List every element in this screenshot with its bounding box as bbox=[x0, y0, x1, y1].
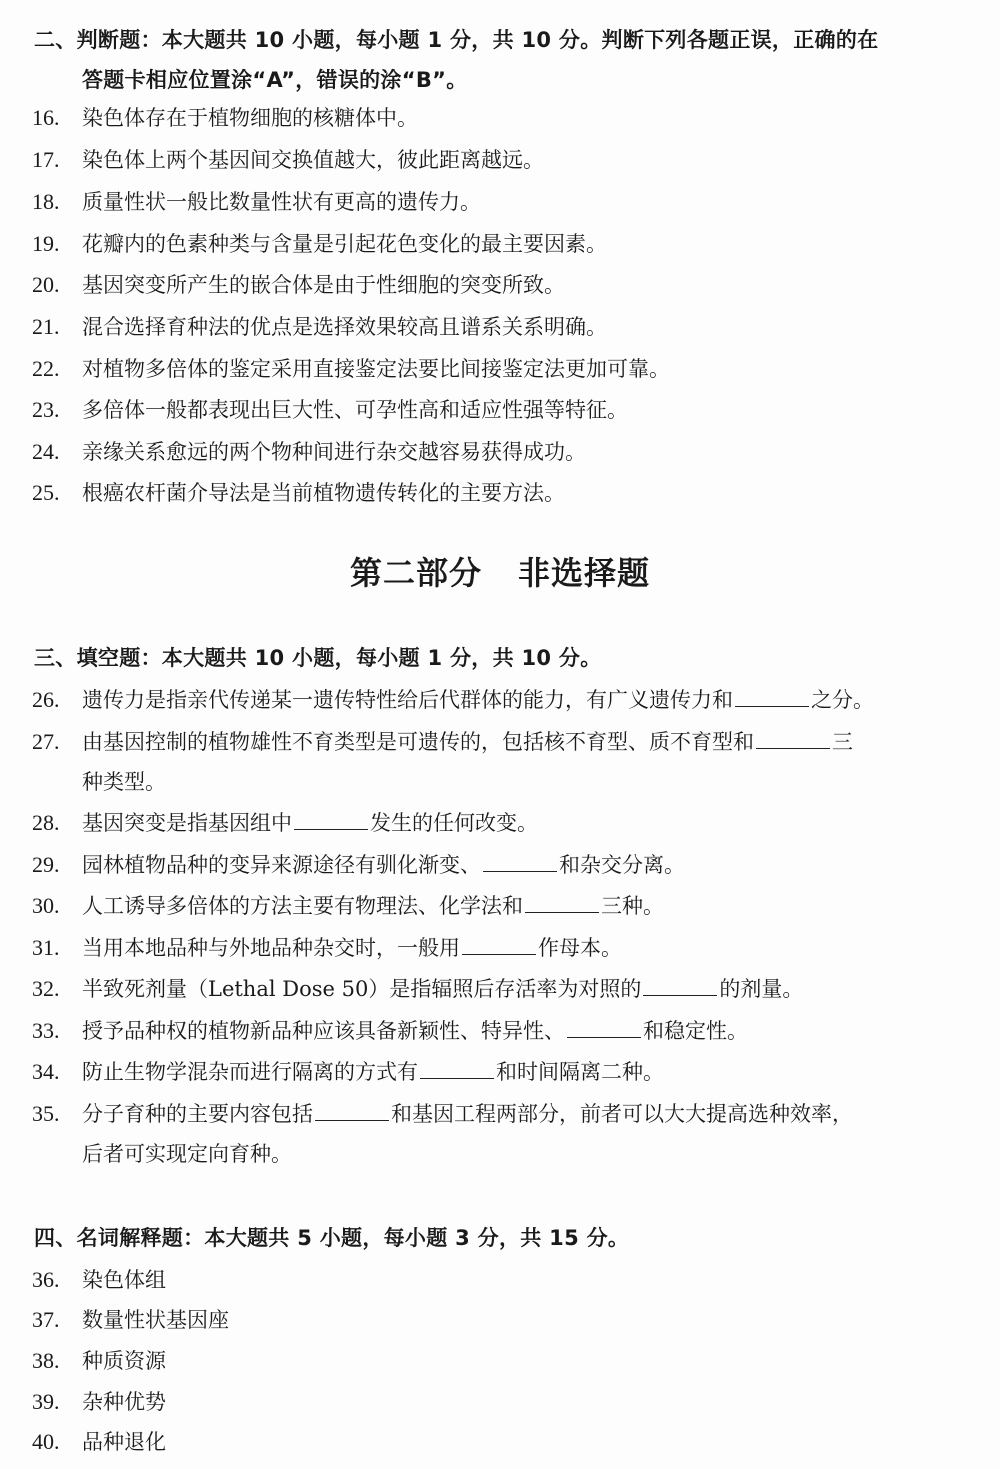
question-text-after: 和稳定性。 bbox=[643, 1019, 748, 1043]
question-text: 种质资源 bbox=[82, 1349, 166, 1373]
section-heading-fill-blank bbox=[34, 638, 984, 678]
question-27 bbox=[32, 722, 982, 802]
question-text-before: 当用本地品种与外地品种杂交时，一般用 bbox=[82, 936, 460, 960]
section-heading-true-false bbox=[34, 20, 984, 100]
question-40 bbox=[32, 1422, 982, 1462]
question-number: 29. bbox=[32, 852, 60, 877]
answer-blank bbox=[525, 894, 599, 913]
part-title-number: 第二部分 bbox=[349, 554, 482, 592]
question-text-continued: 后者可实现定向育种。 bbox=[82, 1142, 292, 1166]
answer-blank bbox=[567, 1019, 641, 1038]
question-33 bbox=[32, 1011, 982, 1051]
answer-blank bbox=[420, 1060, 494, 1079]
question-text: 杂种优势 bbox=[82, 1390, 166, 1414]
question-30 bbox=[32, 886, 982, 926]
heading-line-1: 二、判断题：本大题共 10 小题，每小题 1 分，共 10 分。判断下列各题正误，正确的在 bbox=[34, 28, 879, 52]
question-20 bbox=[32, 265, 982, 305]
question-text-after: 作母本。 bbox=[538, 936, 622, 960]
question-number: 30. bbox=[32, 893, 60, 918]
section-heading-term-definition bbox=[34, 1218, 984, 1258]
question-text-after: 和杂交分离。 bbox=[559, 853, 685, 877]
question-text-after: 发生的任何改变。 bbox=[370, 811, 538, 835]
question-22 bbox=[32, 349, 982, 389]
question-19 bbox=[32, 224, 982, 264]
question-26 bbox=[32, 680, 982, 720]
question-number: 24. bbox=[32, 439, 60, 464]
question-text-after: 和基因工程两部分，前者可以大大提高选种效率， bbox=[391, 1102, 853, 1126]
answer-blank bbox=[462, 936, 536, 955]
question-31 bbox=[32, 928, 982, 968]
question-text-after: 之分。 bbox=[811, 688, 874, 712]
question-text-before: 由基因控制的植物雄性不育类型是可遗传的，包括核不育型、质不育型和 bbox=[82, 730, 754, 754]
heading-line-2: 答题卡相应位置涂“A”，错误的涂“B”。 bbox=[82, 68, 468, 92]
question-text: 亲缘关系愈远的两个物种间进行杂交越容易获得成功。 bbox=[82, 440, 586, 464]
question-36 bbox=[32, 1260, 982, 1300]
question-text: 染色体组 bbox=[82, 1268, 166, 1292]
question-text-before: 人工诱导多倍体的方法主要有物理法、化学法和 bbox=[82, 894, 523, 918]
question-35 bbox=[32, 1094, 982, 1174]
question-number: 40. bbox=[32, 1429, 60, 1454]
question-number: 22. bbox=[32, 356, 60, 381]
question-text-after: 三 bbox=[832, 730, 853, 754]
answer-blank bbox=[294, 811, 368, 830]
answer-blank bbox=[483, 853, 557, 872]
question-text: 对植物多倍体的鉴定采用直接鉴定法要比间接鉴定法更加可靠。 bbox=[82, 357, 670, 381]
answer-blank bbox=[735, 688, 809, 707]
question-text: 品种退化 bbox=[82, 1430, 166, 1454]
question-text: 染色体上两个基因间交换值越大，彼此距离越远。 bbox=[82, 148, 544, 172]
question-28 bbox=[32, 803, 982, 843]
answer-blank bbox=[756, 730, 830, 749]
part-title bbox=[0, 548, 1000, 594]
question-25 bbox=[32, 473, 982, 513]
question-text-before: 分子育种的主要内容包括 bbox=[82, 1102, 313, 1126]
question-text-before: 基因突变是指基因组中 bbox=[82, 811, 292, 835]
question-number: 21. bbox=[32, 314, 60, 339]
question-text: 基因突变所产生的嵌合体是由于性细胞的突变所致。 bbox=[82, 273, 565, 297]
question-text-continued: 种类型。 bbox=[82, 770, 166, 794]
question-number: 20. bbox=[32, 272, 60, 297]
question-text-before: 园林植物品种的变异来源途径有驯化渐变、 bbox=[82, 853, 481, 877]
question-number: 23. bbox=[32, 397, 60, 422]
question-text: 花瓣内的色素种类与含量是引起花色变化的最主要因素。 bbox=[82, 232, 607, 256]
question-18 bbox=[32, 182, 982, 222]
answer-blank bbox=[315, 1102, 389, 1121]
question-39 bbox=[32, 1382, 982, 1422]
question-38 bbox=[32, 1341, 982, 1381]
question-number: 31. bbox=[32, 935, 60, 960]
question-text-after: 和时间隔离二种。 bbox=[496, 1060, 664, 1084]
question-number: 16. bbox=[32, 105, 60, 130]
question-32 bbox=[32, 969, 982, 1009]
question-number: 18. bbox=[32, 189, 60, 214]
question-number: 19. bbox=[32, 231, 60, 256]
question-text: 质量性状一般比数量性状有更高的遗传力。 bbox=[82, 190, 481, 214]
question-17 bbox=[32, 140, 982, 180]
question-number: 25. bbox=[32, 480, 60, 505]
question-number: 34. bbox=[32, 1059, 60, 1084]
question-number: 17. bbox=[32, 147, 60, 172]
question-text-before: 授予品种权的植物新品种应该具备新颖性、特异性、 bbox=[82, 1019, 565, 1043]
question-text-before: 半致死剂量（Lethal Dose 50）是指辐照后存活率为对照的 bbox=[82, 977, 642, 1001]
question-text-before: 遗传力是指亲代传递某一遗传特性给后代群体的能力，有广义遗传力和 bbox=[82, 688, 733, 712]
question-number: 35. bbox=[32, 1101, 60, 1126]
question-text: 根癌农杆菌介导法是当前植物遗传转化的主要方法。 bbox=[82, 481, 565, 505]
question-number: 36. bbox=[32, 1267, 60, 1292]
part-title-name: 非选择题 bbox=[518, 554, 651, 592]
question-37 bbox=[32, 1300, 982, 1340]
question-16 bbox=[32, 98, 982, 138]
question-text-before: 防止生物学混杂而进行隔离的方式有 bbox=[82, 1060, 418, 1084]
question-29 bbox=[32, 845, 982, 885]
question-text: 染色体存在于植物细胞的核糖体中。 bbox=[82, 106, 418, 130]
question-number: 26. bbox=[32, 687, 60, 712]
question-number: 33. bbox=[32, 1018, 60, 1043]
question-text-after: 的剂量。 bbox=[719, 977, 804, 1001]
question-number: 27. bbox=[32, 729, 60, 754]
question-text: 混合选择育种法的优点是选择效果较高且谱系关系明确。 bbox=[82, 315, 607, 339]
question-number: 38. bbox=[32, 1348, 60, 1373]
heading-text: 四、名词解释题：本大题共 5 小题，每小题 3 分，共 15 分。 bbox=[34, 1226, 630, 1250]
question-number: 32. bbox=[32, 976, 60, 1001]
question-text: 数量性状基因座 bbox=[82, 1308, 229, 1332]
question-21 bbox=[32, 307, 982, 347]
question-text-after: 三种。 bbox=[601, 894, 664, 918]
question-number: 28. bbox=[32, 810, 60, 835]
answer-blank bbox=[643, 977, 717, 996]
question-number: 37. bbox=[32, 1307, 60, 1332]
question-34 bbox=[32, 1052, 982, 1092]
question-23 bbox=[32, 390, 982, 430]
heading-text: 三、填空题：本大题共 10 小题，每小题 1 分，共 10 分。 bbox=[34, 646, 602, 670]
question-number: 39. bbox=[32, 1389, 60, 1414]
question-24 bbox=[32, 432, 982, 472]
question-text: 多倍体一般都表现出巨大性、可孕性高和适应性强等特征。 bbox=[82, 398, 628, 422]
